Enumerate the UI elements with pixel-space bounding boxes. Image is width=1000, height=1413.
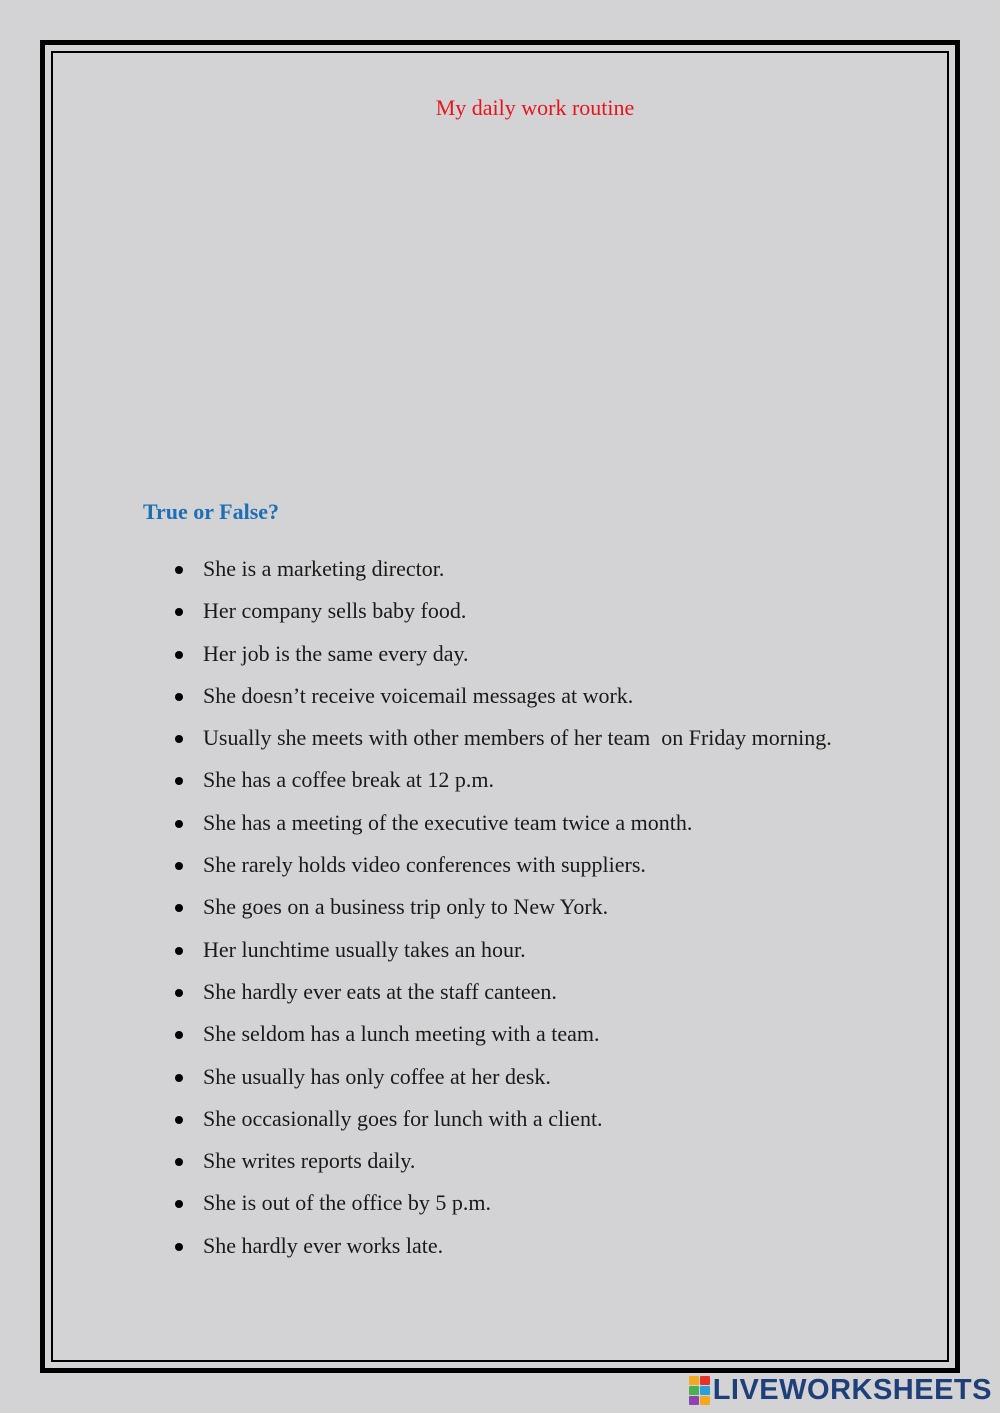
statement-item xyxy=(170,724,832,766)
statement-list xyxy=(170,555,832,1274)
statement-item xyxy=(170,851,832,893)
statement-item xyxy=(170,1105,832,1147)
statement-text: Her lunchtime usually takes an hour. xyxy=(203,936,526,962)
bullet-icon xyxy=(175,862,183,870)
bullet-icon xyxy=(175,947,183,955)
statement-item xyxy=(170,597,832,639)
statement-text: She occasionally goes for lunch with a client. xyxy=(203,1105,603,1131)
statement-item xyxy=(170,555,832,597)
bullet-icon xyxy=(175,904,183,912)
statement-text: She is out of the office by 5 p.m. xyxy=(203,1190,491,1216)
bullet-icon xyxy=(175,566,183,574)
statement-text: She has a meeting of the executive team twice a month. xyxy=(203,809,693,835)
statement-item xyxy=(170,1232,832,1274)
statement-item xyxy=(170,978,832,1020)
bullet-icon xyxy=(175,1243,183,1251)
statement-text: She usually has only coffee at her desk. xyxy=(203,1063,551,1089)
statement-text: Her job is the same every day. xyxy=(203,640,469,666)
document-title: My daily work routine xyxy=(435,95,635,120)
bullet-icon xyxy=(175,608,183,616)
statement-text: Usually she meets with other members of her team on Friday morning. xyxy=(203,725,832,751)
bullet-icon xyxy=(175,777,183,785)
statement-text: She hardly ever eats at the staff canteen. xyxy=(203,978,557,1004)
bullet-icon xyxy=(175,1158,183,1166)
bullet-icon xyxy=(175,735,183,743)
statement-item xyxy=(170,1063,832,1105)
statement-item xyxy=(170,893,832,935)
statement-item xyxy=(170,936,832,978)
logo-text: LIVEWORKSHEETS xyxy=(712,1374,992,1406)
bullet-icon xyxy=(175,651,183,659)
statement-text: She rarely holds video conferences with suppliers. xyxy=(203,852,646,878)
statement-text: She seldom has a lunch meeting with a team. xyxy=(203,1021,600,1047)
statement-item xyxy=(170,682,832,724)
section-heading: True or False? xyxy=(143,499,280,524)
bullet-icon xyxy=(175,989,183,997)
statement-text: She doesn’t receive voicemail messages at work. xyxy=(203,682,634,708)
statement-text: She writes reports daily. xyxy=(203,1148,416,1174)
statement-item xyxy=(170,640,832,682)
bullet-icon xyxy=(175,693,183,701)
statement-item xyxy=(170,809,832,851)
statement-text: She hardly ever works late. xyxy=(203,1232,444,1258)
bullet-icon xyxy=(175,1074,183,1082)
statement-item xyxy=(170,1020,832,1062)
liveworksheets-logo xyxy=(689,1374,992,1407)
bullet-icon xyxy=(175,820,183,828)
statement-item xyxy=(170,766,832,808)
bullet-icon xyxy=(175,1200,183,1208)
bullet-icon xyxy=(175,1116,183,1124)
liveworksheets-icon xyxy=(689,1376,710,1405)
statement-item xyxy=(170,1189,832,1231)
bullet-icon xyxy=(175,1031,183,1039)
statement-text: She has a coffee break at 12 p.m. xyxy=(203,767,494,793)
statement-text: She is a marketing director. xyxy=(203,556,445,581)
statement-item xyxy=(170,1147,832,1189)
statement-text: She goes on a business trip only to New York. xyxy=(203,894,609,920)
statement-text: Her company sells baby food. xyxy=(203,598,467,624)
